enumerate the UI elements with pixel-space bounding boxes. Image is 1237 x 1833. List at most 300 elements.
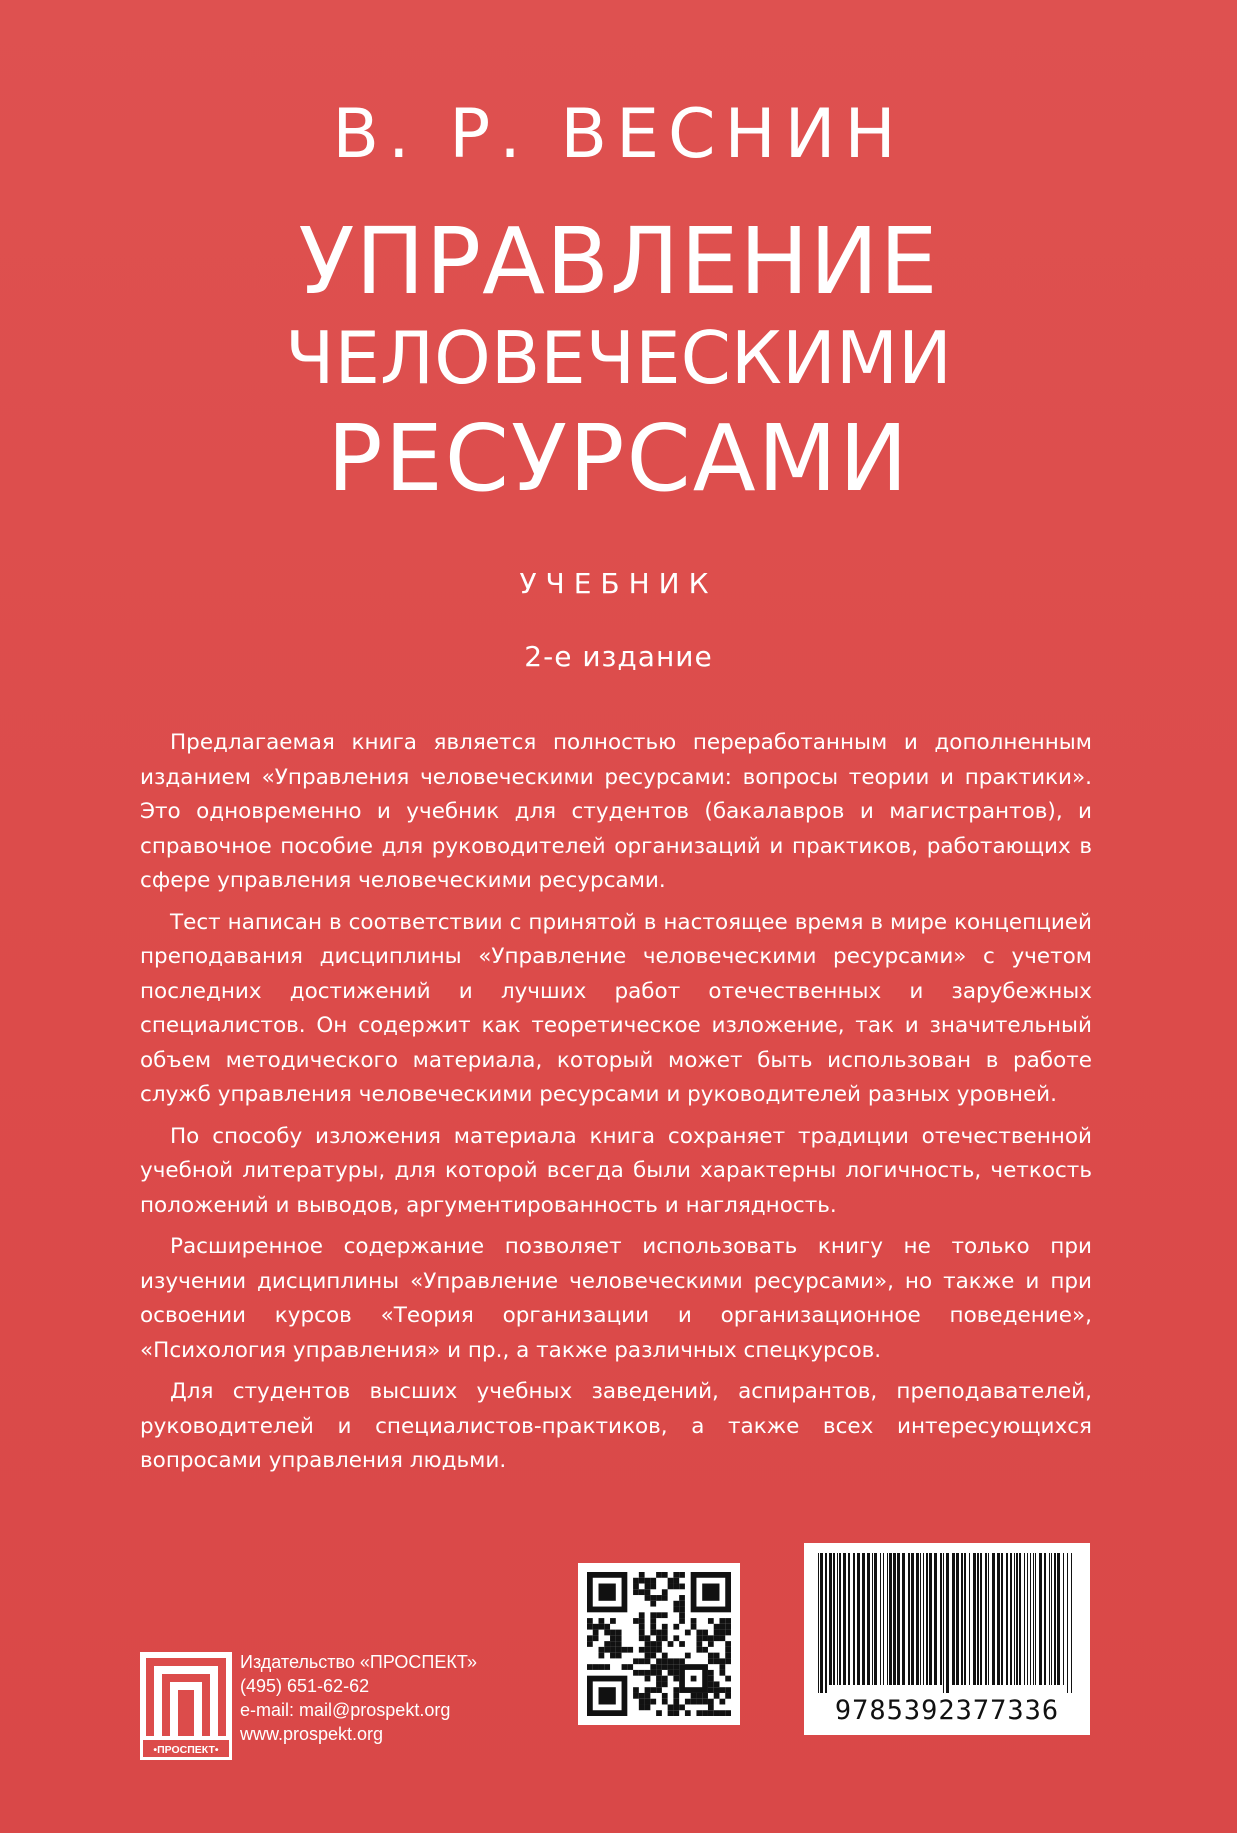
qr-module [650, 1578, 656, 1584]
barcode-bar [1024, 1553, 1025, 1685]
qr-module [656, 1681, 662, 1687]
qr-module [673, 1578, 679, 1584]
barcode-bar [985, 1553, 987, 1685]
qr-module [708, 1676, 714, 1682]
qr-module [639, 1670, 645, 1676]
qr-module [639, 1618, 645, 1624]
barcode-bar [926, 1553, 928, 1685]
qr-module [656, 1687, 662, 1693]
barcode-bar [911, 1553, 914, 1685]
edition-label: 2-е издание [524, 640, 713, 673]
annotation-paragraph: Предлагаемая книга является полностью переработанным и дополненным изданием «Управления человеческими ресурсами: вопросы теории и практики». Это одновременно и учебник для студентов (бакалавров и магистрантов), и справочное пособие для руководителей организаций и практиков, работающих в сфере управления человеческими ресурсами. [140, 730, 1092, 893]
qr-module [673, 1635, 679, 1641]
qr-module [714, 1681, 720, 1687]
qr-module [656, 1635, 662, 1641]
qr-module [719, 1664, 725, 1670]
qr-module [599, 1584, 616, 1601]
barcode-bar [1027, 1553, 1028, 1685]
qr-module [691, 1699, 697, 1705]
qr-module [650, 1618, 656, 1624]
qr-module [587, 1664, 593, 1670]
qr-module [725, 1630, 731, 1636]
qr-module [662, 1572, 668, 1578]
barcode-bar [825, 1553, 827, 1693]
qr-module [639, 1658, 645, 1664]
qr-module [679, 1658, 685, 1664]
barcode-bar [1067, 1553, 1068, 1693]
qr-module [650, 1664, 656, 1670]
genre-label: УЧЕБНИК [519, 567, 718, 600]
prospekt-logo [140, 1652, 232, 1760]
qr-module [662, 1664, 668, 1670]
qr-module [673, 1710, 679, 1716]
qr-module [656, 1641, 662, 1647]
qr-module [685, 1699, 691, 1705]
barcode-bar [889, 1553, 892, 1685]
qr-module [719, 1630, 725, 1636]
qr-module [587, 1624, 593, 1630]
qr-module [610, 1618, 616, 1624]
qr-module [599, 1624, 605, 1630]
qr-module [708, 1687, 714, 1693]
qr-module [633, 1670, 639, 1676]
barcode-bar [867, 1553, 870, 1685]
qr-module [662, 1653, 668, 1659]
qr-module [622, 1664, 628, 1670]
qr-module [696, 1641, 702, 1647]
qr-module [650, 1647, 656, 1653]
qr-module [673, 1670, 679, 1676]
barcode-bar [880, 1553, 881, 1685]
qr-module [719, 1687, 725, 1693]
qr-module [668, 1641, 674, 1647]
qr-module [719, 1710, 725, 1716]
qr-module [616, 1647, 622, 1653]
qr-module [673, 1693, 679, 1699]
qr-module [645, 1704, 651, 1710]
isbn-barcode [804, 1543, 1090, 1735]
qr-module [679, 1641, 685, 1647]
qr-module [662, 1612, 668, 1618]
barcode-bar [1063, 1553, 1064, 1685]
barcode-bar [829, 1553, 832, 1685]
barcode-bar [818, 1553, 819, 1693]
barcode-bar [820, 1553, 823, 1693]
qr-module [633, 1658, 639, 1664]
qr-module [662, 1589, 668, 1595]
barcode-bar [952, 1553, 955, 1685]
qr-module [645, 1658, 651, 1664]
qr-module [668, 1710, 674, 1716]
barcode-bar [887, 1553, 888, 1685]
qr-module [725, 1624, 731, 1630]
qr-module [587, 1641, 593, 1647]
qr-module [725, 1653, 731, 1659]
qr-module [673, 1704, 679, 1710]
qr-module [645, 1670, 651, 1676]
barcode-bar [1071, 1553, 1072, 1693]
barcode-bar [902, 1553, 905, 1685]
qr-module [593, 1664, 599, 1670]
qr-module [645, 1647, 651, 1653]
qr-module [627, 1647, 633, 1653]
barcode-bar [1057, 1553, 1060, 1685]
qr-module [679, 1704, 685, 1710]
qr-module [679, 1612, 685, 1618]
qr-module [633, 1584, 639, 1590]
isbn-digits: 9785392377336 [834, 1695, 1060, 1726]
qr-module [702, 1630, 708, 1636]
qr-module [708, 1710, 714, 1716]
barcode-bar [946, 1553, 949, 1693]
qr-module [691, 1693, 697, 1699]
qr-module [662, 1595, 668, 1601]
qr-module [593, 1635, 599, 1641]
publisher-contacts [240, 1650, 477, 1746]
qr-module [650, 1595, 656, 1601]
qr-module [708, 1653, 714, 1659]
qr-module [691, 1624, 697, 1630]
qr-module [719, 1635, 725, 1641]
qr-module [668, 1670, 674, 1676]
qr-module [633, 1578, 639, 1584]
qr-module [645, 1693, 651, 1699]
qr-module [679, 1584, 685, 1590]
qr-module [599, 1653, 605, 1659]
qr-module [714, 1687, 720, 1693]
barcode-bar [943, 1553, 944, 1693]
qr-module [616, 1635, 622, 1641]
barcode-bar [874, 1553, 877, 1685]
qr-module [714, 1710, 720, 1716]
qr-module [610, 1641, 616, 1647]
qr-module [645, 1584, 651, 1590]
qr-module [604, 1624, 610, 1630]
qr-module [599, 1687, 616, 1704]
qr-module [616, 1641, 622, 1647]
barcode-bar [923, 1553, 924, 1685]
publisher-email[interactable]: e-mail: mail@prospekt.org [240, 1700, 451, 1720]
qr-module [673, 1607, 679, 1613]
qr-module [673, 1676, 679, 1682]
qr-module [696, 1699, 702, 1705]
barcode-bar [1054, 1553, 1056, 1685]
qr-module [610, 1647, 616, 1653]
qr-module [645, 1687, 651, 1693]
qr-module [616, 1653, 622, 1659]
qr-module [725, 1618, 731, 1624]
barcode-bar [843, 1553, 846, 1685]
qr-module [708, 1699, 714, 1705]
qr-module [645, 1653, 651, 1659]
qr-module [685, 1710, 691, 1716]
qr-module [593, 1624, 599, 1630]
publisher-phone: (495) 651-62-62 [240, 1676, 370, 1696]
barcode-bar [857, 1553, 860, 1685]
barcode-bar [853, 1553, 855, 1685]
qr-module [708, 1618, 714, 1624]
barcode-bar [920, 1553, 921, 1685]
qr-module [696, 1710, 702, 1716]
qr-module [645, 1676, 651, 1682]
qr-module [645, 1635, 651, 1641]
qr-module [650, 1687, 656, 1693]
qr-module [691, 1618, 697, 1624]
qr-module [714, 1630, 720, 1636]
qr-module [639, 1630, 645, 1636]
qr-module [599, 1618, 605, 1624]
qr-module [679, 1572, 685, 1578]
qr-module [702, 1584, 719, 1601]
barcode-bar [1035, 1553, 1036, 1685]
qr-module [702, 1635, 708, 1641]
barcode-bar [837, 1553, 838, 1685]
qr-module [662, 1630, 668, 1636]
qr-module [708, 1681, 714, 1687]
barcode-bar [848, 1553, 850, 1685]
qr-module [639, 1612, 645, 1618]
qr-module [725, 1647, 731, 1653]
qr-module [668, 1658, 674, 1664]
title-line-1: УПРАВЛЕНИЕ [298, 208, 939, 315]
qr-module [702, 1699, 708, 1705]
qr-module [708, 1670, 714, 1676]
qr-module [685, 1630, 691, 1636]
qr-module [673, 1687, 679, 1693]
barcode-bar [992, 1553, 995, 1685]
qr-module [639, 1693, 645, 1699]
qr-module [650, 1584, 656, 1590]
qr-module [639, 1624, 645, 1630]
qr-module [650, 1699, 656, 1705]
qr-code-image [587, 1572, 731, 1716]
qr-module [708, 1641, 714, 1647]
title-line-2: ЧЕЛОВЕЧЕСКИМИ [285, 316, 952, 400]
qr-module [708, 1635, 714, 1641]
logo-text: •ПРОСПЕКТ• [153, 1744, 219, 1756]
qr-module [662, 1624, 668, 1630]
qr-module [645, 1595, 651, 1601]
qr-module [627, 1664, 633, 1670]
annotation-paragraph: Тест написан в соответствии с принятой в настоящее время в мире концепцией преподавания дисциплины «Управление человеческими ресурсами» с учетом последних достижений и лучших работ отечественных и зарубежных специалистов. Он содержит как теоретическое изложение, так и значительный объем методического материала, который может быть использован в работе служб управления человеческими ресурсами и руководителей разных уровней. [140, 909, 1092, 1107]
qr-module [719, 1699, 725, 1705]
qr-module [714, 1624, 720, 1630]
qr-module [696, 1630, 702, 1636]
barcode-bar [897, 1553, 900, 1685]
barcode-bar [1039, 1553, 1042, 1685]
barcode-bar [1049, 1553, 1050, 1685]
qr-module [633, 1687, 639, 1693]
qr-module [610, 1635, 616, 1641]
qr-module [673, 1699, 679, 1705]
qr-module [599, 1647, 605, 1653]
qr-module [725, 1693, 731, 1699]
qr-module [656, 1670, 662, 1676]
qr-module [668, 1664, 674, 1670]
barcode-bar [1001, 1553, 1003, 1685]
qr-module [708, 1704, 714, 1710]
barcode-bar [1014, 1553, 1015, 1685]
barcode-bar [893, 1553, 896, 1685]
qr-code [578, 1563, 740, 1725]
qr-module [725, 1710, 731, 1716]
qr-module [725, 1676, 731, 1682]
qr-module [714, 1653, 720, 1659]
qr-module [650, 1612, 656, 1618]
qr-module [639, 1578, 645, 1584]
barcode-bar [1019, 1553, 1021, 1685]
qr-module [650, 1653, 656, 1659]
qr-module [662, 1693, 668, 1699]
qr-module [656, 1676, 662, 1682]
qr-module [719, 1618, 725, 1624]
qr-module [656, 1630, 662, 1636]
barcode-bar [964, 1553, 966, 1685]
qr-module [708, 1658, 714, 1664]
qr-module [679, 1618, 685, 1624]
qr-module [650, 1641, 656, 1647]
qr-module [604, 1641, 610, 1647]
qr-module [645, 1578, 651, 1584]
qr-module [604, 1664, 610, 1670]
qr-module [633, 1693, 639, 1699]
barcode-bar [977, 1553, 979, 1685]
barcode-bar [973, 1553, 976, 1685]
qr-module [650, 1630, 656, 1636]
qr-module [714, 1635, 720, 1641]
annotation-paragraph: Расширенное содержание позволяет использовать книгу не только при изучении дисциплины «Управление человеческими ресурсами», но также и при освоении курсов «Теория организации и организационное поведение», «Психология управления» и пр., а также различных спецкурсов. [140, 1234, 1092, 1363]
qr-module [639, 1647, 645, 1653]
qr-module [599, 1664, 605, 1670]
qr-module [673, 1572, 679, 1578]
qr-module [633, 1589, 639, 1595]
barcode-bars [816, 1553, 1078, 1693]
qr-module [587, 1635, 593, 1641]
qr-module [639, 1589, 645, 1595]
barcode-bar [934, 1553, 937, 1685]
qr-module [650, 1601, 656, 1607]
title-line-3: РЕСУРСАМИ [327, 405, 910, 512]
qr-module [662, 1681, 668, 1687]
qr-module [633, 1618, 639, 1624]
qr-module [679, 1607, 685, 1613]
qr-module [650, 1670, 656, 1676]
barcode-bar [908, 1553, 910, 1685]
qr-module [719, 1624, 725, 1630]
barcode-bar [1051, 1553, 1052, 1685]
barcode-bar [956, 1553, 959, 1685]
barcode-bar [1010, 1553, 1012, 1685]
qr-module [696, 1693, 702, 1699]
qr-module [622, 1647, 628, 1653]
barcode-bar [1033, 1553, 1034, 1685]
publisher-block [140, 1640, 560, 1770]
annotation [140, 726, 1092, 1486]
barcode-bar [961, 1553, 963, 1685]
author-name: В. Р. ВЕСНИН [332, 95, 905, 174]
barcode-bar [872, 1553, 873, 1685]
barcode-bar [862, 1553, 865, 1685]
qr-module [702, 1693, 708, 1699]
qr-module [604, 1630, 610, 1636]
qr-module [639, 1699, 645, 1705]
qr-module [668, 1584, 674, 1590]
qr-module [639, 1704, 645, 1710]
qr-module [725, 1641, 731, 1647]
barcode-bar [916, 1553, 919, 1685]
qr-module [639, 1572, 645, 1578]
qr-module [656, 1612, 662, 1618]
qr-module [696, 1635, 702, 1641]
publisher-name: Издательство «ПРОСПЕКТ» [240, 1652, 478, 1672]
qr-module [656, 1595, 662, 1601]
qr-module [673, 1664, 679, 1670]
barcode-bar [839, 1553, 841, 1685]
qr-module [719, 1658, 725, 1664]
barcode-bar [833, 1553, 835, 1685]
qr-module [679, 1601, 685, 1607]
qr-module [662, 1658, 668, 1664]
qr-module [696, 1647, 702, 1653]
qr-module [587, 1618, 593, 1624]
qr-module [656, 1572, 662, 1578]
qr-module [714, 1693, 720, 1699]
qr-module [685, 1653, 691, 1659]
barcode-bar [940, 1553, 942, 1685]
qr-module [719, 1670, 725, 1676]
qr-module [668, 1578, 674, 1584]
barcode-bar [929, 1553, 932, 1685]
qr-module [656, 1647, 662, 1653]
barcode-bar [883, 1553, 884, 1685]
qr-module [662, 1635, 668, 1641]
barcode-bar [1030, 1553, 1031, 1685]
annotation-paragraph: Для студентов высших учебных заведений, аспирантов, преподавателей, руководителей и специалистов-практиков, а также всех интересующихся вопросами управления людьми. [140, 1379, 1092, 1473]
qr-module [645, 1589, 651, 1595]
qr-module [656, 1658, 662, 1664]
qr-module [673, 1601, 679, 1607]
qr-module [673, 1624, 679, 1630]
barcode-bar [1044, 1553, 1046, 1685]
barcode-bar [980, 1553, 982, 1685]
qr-module [702, 1710, 708, 1716]
qr-module [662, 1676, 668, 1682]
qr-module [616, 1630, 622, 1636]
qr-module [673, 1584, 679, 1590]
barcode-bar [969, 1553, 970, 1685]
qr-module [714, 1658, 720, 1664]
qr-module [604, 1647, 610, 1653]
qr-module [691, 1676, 697, 1682]
publisher-website[interactable]: www.prospekt.org [240, 1724, 384, 1744]
barcode-bar [988, 1553, 989, 1685]
qr-module [650, 1624, 656, 1630]
qr-module [673, 1658, 679, 1664]
book-title [0, 208, 1237, 514]
annotation-paragraph: По способу изложения материала книга сохраняет традиции отечественной учебной литературы, для которой всегда были характерны логичность, четкость положений и выводов, аргументированность и наглядность. [140, 1123, 1092, 1218]
barcode-bar [1006, 1553, 1008, 1685]
qr-module [593, 1630, 599, 1636]
barcode-bar [997, 1553, 1000, 1685]
qr-module [656, 1710, 662, 1716]
barcode-bar [1016, 1553, 1018, 1685]
qr-module [668, 1704, 674, 1710]
qr-module [639, 1635, 645, 1641]
qr-module [656, 1664, 662, 1670]
qr-module [610, 1653, 616, 1659]
qr-module [725, 1687, 731, 1693]
qr-module [645, 1699, 651, 1705]
